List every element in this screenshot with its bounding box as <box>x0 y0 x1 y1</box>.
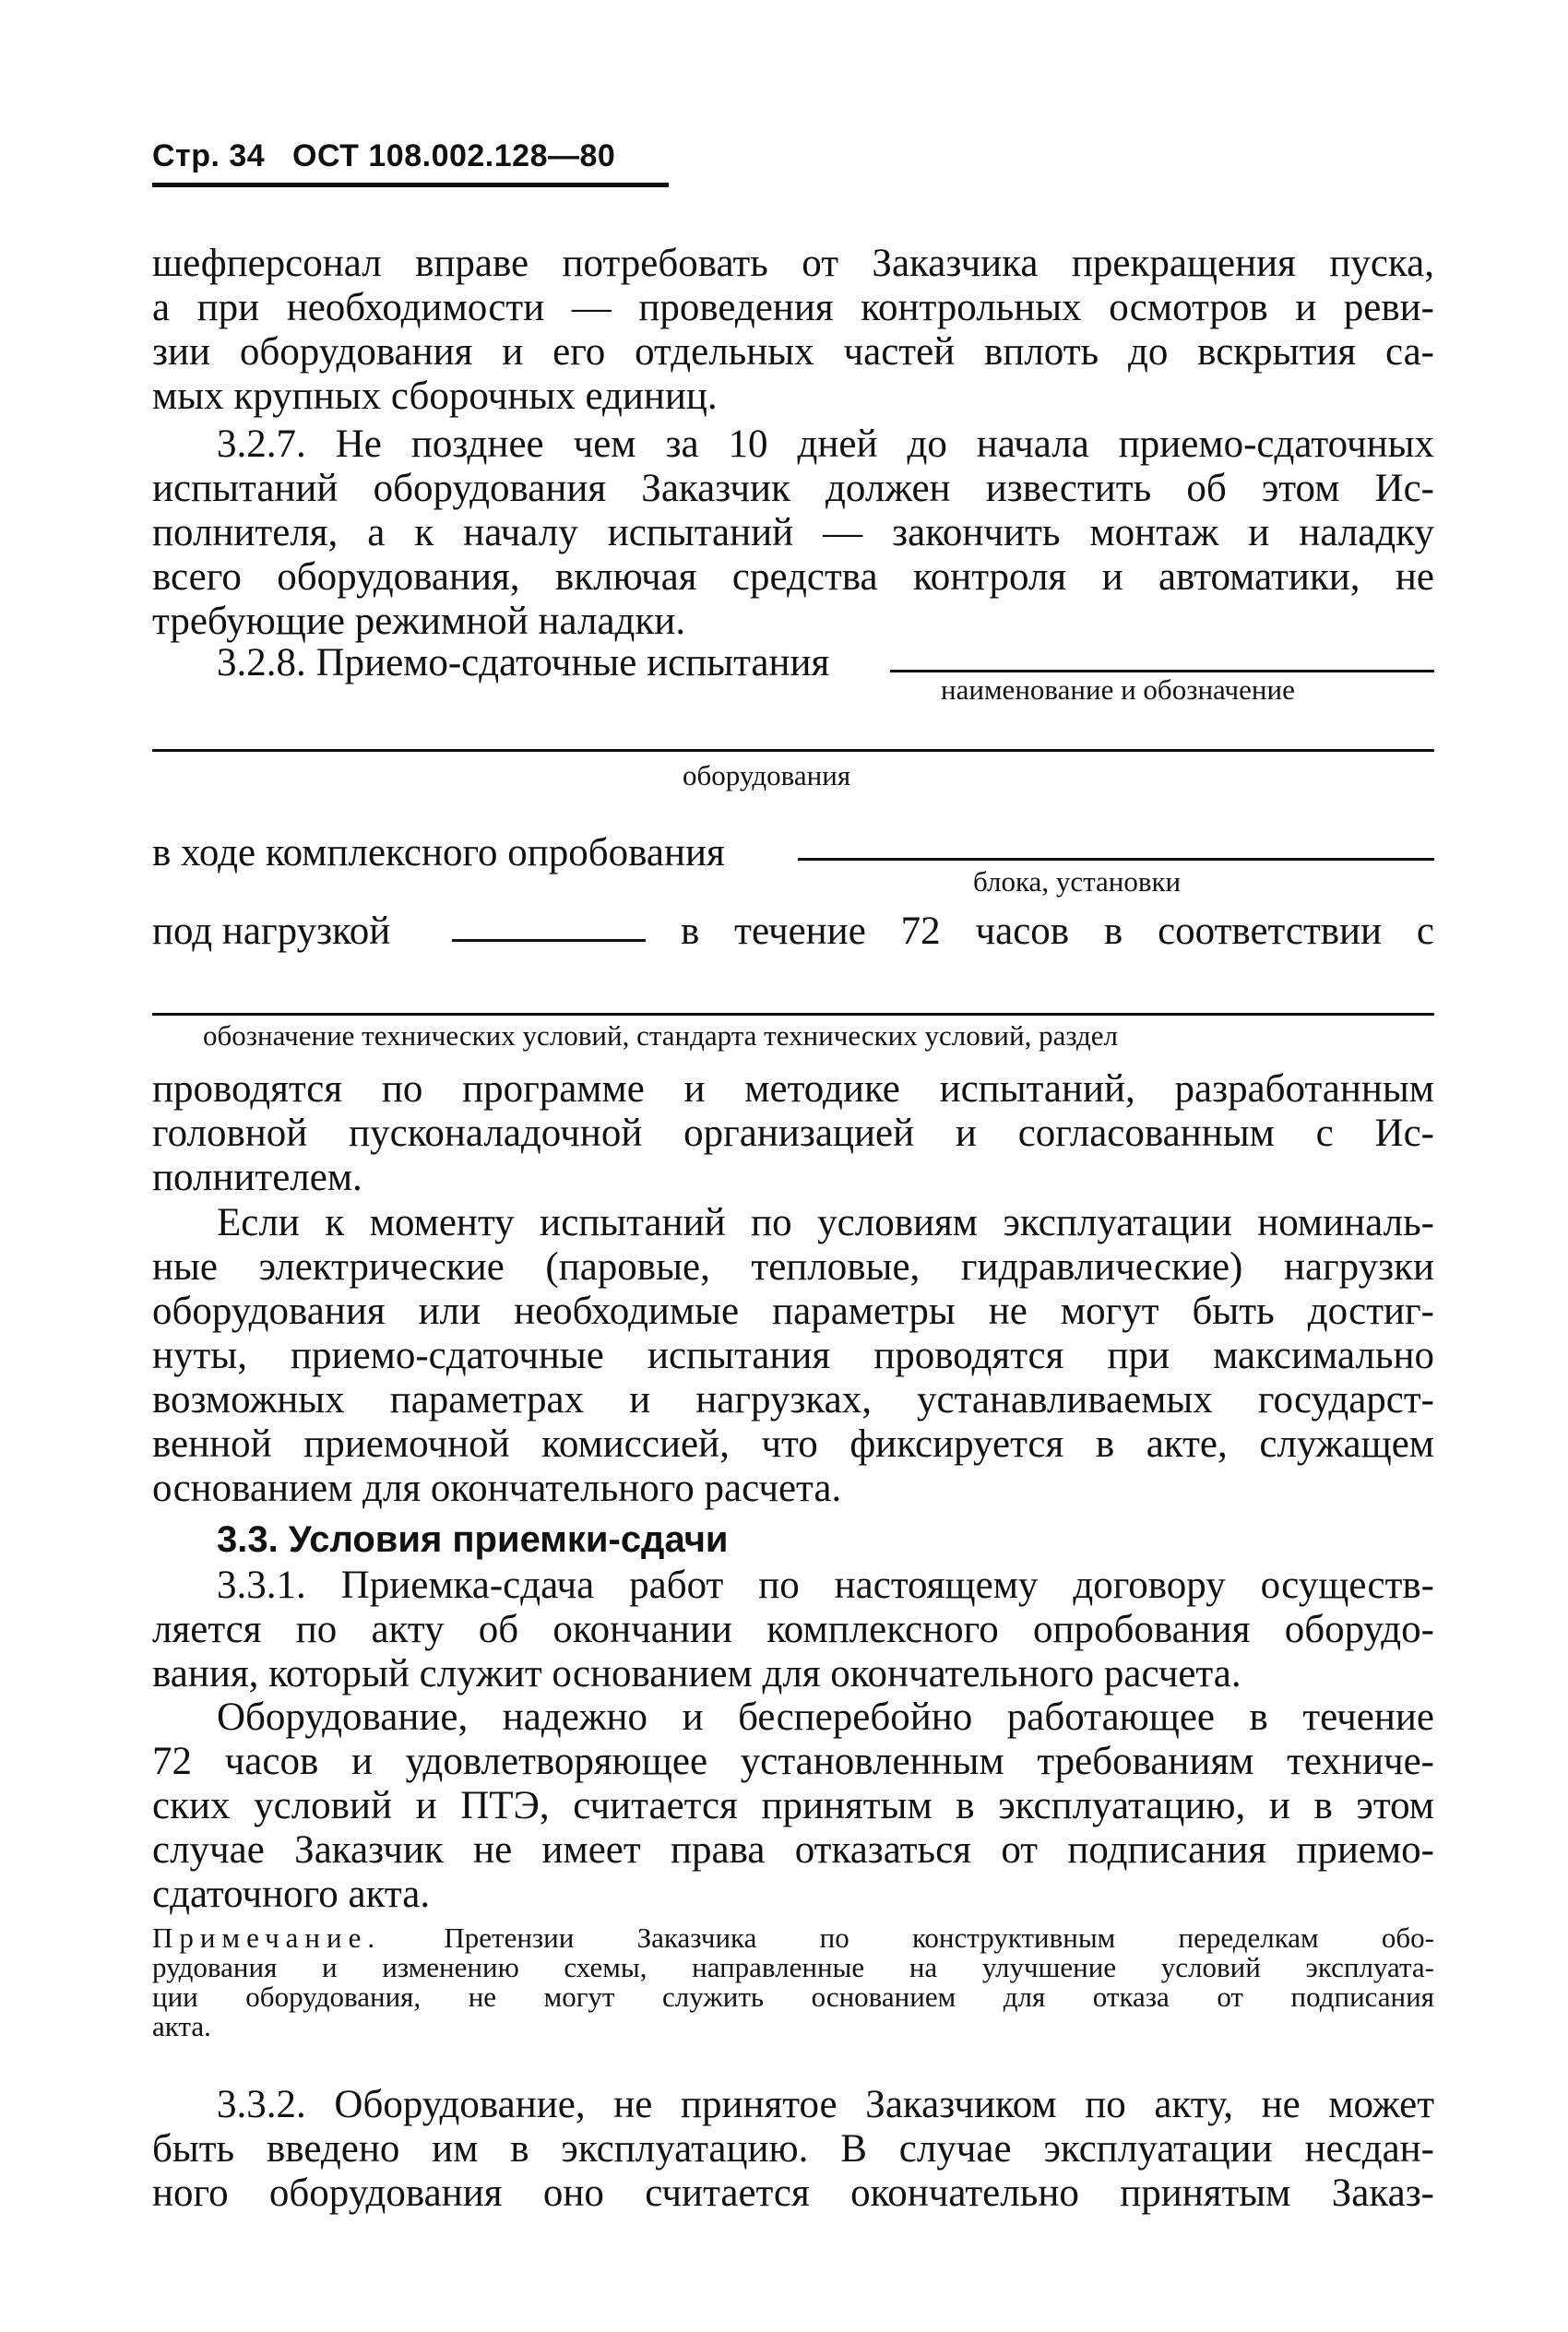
text-line: 72 часов и удовлетворяющее установленным требованиям техниче- <box>152 1740 1434 1783</box>
note-text: Претензии Заказчика по конструктивным переделкам обо- <box>444 1922 1435 1954</box>
text-line: испытаний оборудования Заказчик должен известить об этом Ис- <box>152 467 1434 510</box>
text-line: зии оборудования и его отдельных частей вплоть до вскрытия са- <box>152 330 1434 374</box>
text-line: полнителем. <box>152 1156 362 1199</box>
note-line: ции оборудования, не могут служить основанием для отказа от подписания <box>152 1981 1434 2013</box>
note-line <box>152 1923 1434 1953</box>
text-line: основанием для окончательного расчета. <box>152 1467 842 1510</box>
caption-equipment: оборудования <box>683 759 851 791</box>
text-line: Оборудование, надежно и бесперебойно работающее в течение <box>217 1695 1434 1739</box>
section-title: 3.3. Условия приемки-сдачи <box>217 1519 729 1560</box>
text-line: быть введено им в эксплуатацию. В случае эксплуатации несдан- <box>152 2127 1434 2171</box>
text-line: оборудования или необходимые параметры не могут быть достиг- <box>152 1290 1434 1333</box>
load-label: под нагрузкой <box>152 910 391 953</box>
paragraph-equipment <box>152 1695 1434 1917</box>
text-line: а при необходимости — проведения контрольных осмотров и реви- <box>152 286 1434 329</box>
text-line: шефперсонал вправе потребовать от Заказчика прекращения пуска, <box>152 242 1434 285</box>
text-line: случае Заказчик не имеет права отказаться от подписания приемо- <box>152 1828 1434 1872</box>
header-rule <box>152 183 669 187</box>
text-line: ских условий и ПТЭ, считается принятым в эксплуатацию, и в этом <box>152 1784 1434 1827</box>
caption-name-designation: наименование и обозначение <box>941 673 1295 706</box>
text-line: мых крупных сборочных единиц. <box>152 375 718 418</box>
paragraph-if <box>152 1201 1434 1511</box>
text-line: всего оборудования, включая средства контроля и автоматики, не <box>152 555 1434 599</box>
paragraph-conduct <box>152 1067 1434 1200</box>
paragraph-3-2-7 <box>152 422 1434 644</box>
page-number: Стр. 34 <box>152 138 266 173</box>
text-line: вания, который служит основанием для окончательного расчета. <box>152 1652 1241 1695</box>
fill-in-line-specification <box>152 1013 1434 1016</box>
form-row-complex-testing: в ходе комплексного опробования <box>152 831 725 874</box>
text-line: ного оборудования оно считается окончательно принятым Заказ- <box>152 2171 1434 2215</box>
note-line: акта. <box>152 2010 211 2042</box>
load-duration-text: в течение 72 часов в соответствии с <box>681 910 1434 953</box>
text-line: ляется по акту об окончании комплексного опробования оборудо- <box>152 1608 1434 1651</box>
text-line: сдаточного акта. <box>152 1873 431 1916</box>
note-label: Примечание. <box>152 1922 382 1954</box>
paragraph-intro <box>152 242 1434 419</box>
caption-unit-installation: блока, установки <box>973 865 1182 898</box>
fill-in-line-unit <box>798 858 1434 861</box>
text-line: возможных параметрах и нагрузках, устанавливаемых государст- <box>152 1378 1434 1422</box>
note-block <box>152 1923 1434 2041</box>
text-line: нуты, приемо-сдаточные испытания проводятся при максимально <box>152 1334 1434 1377</box>
section-heading-3-3 <box>152 1517 1434 1562</box>
note-line: рудования и изменению схемы, направленные на улучшение условий эксплуата- <box>152 1951 1434 1983</box>
text-line: 3.3.2. Оборудование, не принятое Заказчиком по акту, не может <box>217 2083 1434 2126</box>
text-line: венной приемочной комиссией, что фиксируется в акте, служащем <box>152 1422 1434 1466</box>
text-line: полнителя, а к началу испытаний — закончить монтаж и наладку <box>152 511 1434 554</box>
fill-in-line-load <box>452 939 646 942</box>
page-header <box>152 138 615 174</box>
fill-in-line-equipment <box>152 749 1434 752</box>
text-line: 3.2.7. Не позднее чем за 10 дней до начала приемо-сдаточных <box>217 422 1434 466</box>
caption-specification: обозначение технических условий, стандарта технических условий, раздел <box>203 1019 1119 1052</box>
paragraph-3-3-1 <box>152 1564 1434 1696</box>
form-lead-text: 3.2.8. Приемо-сдаточные испытания <box>217 641 830 684</box>
text-line: требующие режимной наладки. <box>152 600 686 643</box>
paragraph-3-3-2 <box>152 2083 1434 2216</box>
standard-designation: ОСТ 108.002.128—80 <box>292 138 616 173</box>
fill-in-line-equipment-name <box>890 670 1434 672</box>
text-line: проводятся по программе и методике испытаний, разработанным <box>152 1067 1434 1111</box>
text-line: 3.3.1. Приемка-сдача работ по настоящему договору осуществ- <box>217 1564 1434 1607</box>
text-line: головной пусконаладочной организацией и согласованным с Ис- <box>152 1112 1434 1155</box>
text-line: ные электрические (паровые, тепловые, гидравлические) нагрузки <box>152 1245 1434 1289</box>
text-line: Если к моменту испытаний по условиям эксплуатации номиналь- <box>217 1201 1434 1244</box>
